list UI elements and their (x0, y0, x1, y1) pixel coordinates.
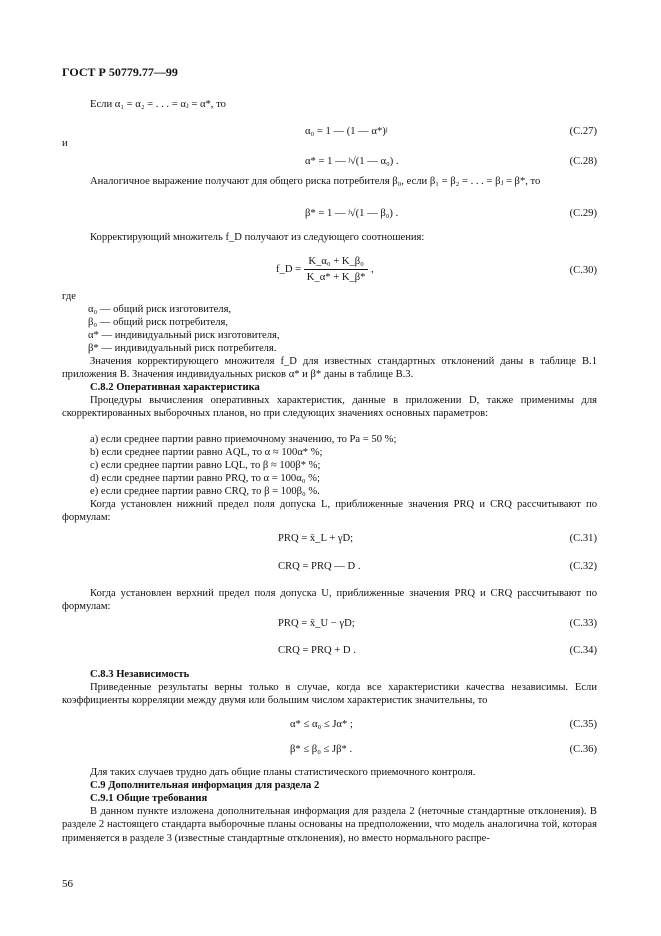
equation-number: (С.27) (569, 126, 597, 137)
equation: PRQ = x̄_L + γD; (278, 533, 354, 544)
equation: CRQ = PRQ — D . (278, 561, 361, 572)
fraction (304, 255, 369, 285)
list-item: d) если среднее партии равно PRQ, то α = 100α₀ %; (90, 473, 320, 484)
equation-number: (С.36) (569, 744, 597, 755)
list-item: b) если среднее партии равно AQL, то α ≈ 100α* %; (90, 447, 323, 458)
document-header: ГОСТ Р 50779.77—99 (62, 65, 178, 79)
paragraph: Значения корректирующего множителя f_D для известных стандартных отклонений даны в таблице В.1 приложения В. Значения индивидуальных рисков α* и β* даны в таблице В.3. (62, 356, 597, 381)
section-heading: С.8.3 Независимость (90, 669, 190, 680)
text-line: Если α₁ = α₂ = . . . = αⱼ = α*, то (90, 99, 226, 110)
equation: α* ≤ α₀ ≤ Jα* ; (290, 719, 353, 730)
equation-number: (С.31) (569, 533, 597, 544)
equation-tail: , (371, 264, 374, 276)
page-number: 56 (62, 878, 73, 890)
paragraph: Когда установлен верхний предел поля допуска U, приближенные значения PRQ и CRQ рассчитывают по формулам: (62, 588, 597, 613)
equation-lhs: f_D = (276, 264, 302, 276)
definition-item: β* — индивидуальный риск потребителя. (88, 343, 277, 354)
equation: β* ≤ β₀ ≤ Jβ* . (290, 744, 353, 755)
fraction-numerator: K_α₀ + K_β₀ (304, 255, 369, 270)
list-item: а) если среднее партии равно приемочному значению, то Pa = 50 %; (90, 434, 397, 445)
text-line: Корректирующий множитель f_D получают из следующего соотношения: (90, 232, 425, 243)
paragraph: Приведенные результаты верны только в случае, когда все характеристики качества независимы. Если коэффициенты корреляции между двумя или большим числом характеристик значительны, то (62, 682, 597, 707)
section-heading: С.9 Дополнительная информация для раздела 2 (90, 780, 320, 791)
paragraph: Для таких случаев трудно дать общие планы статистического приемочного контроля. (90, 767, 476, 778)
section-heading: С.9.1 Общие требования (90, 793, 208, 804)
definition-item: β₀ — общий риск потребителя, (88, 317, 229, 328)
equation: α₀ = 1 — (1 — α*)ʲ (305, 126, 388, 137)
equation-number: (С.33) (569, 618, 597, 629)
equation-number: (С.30) (569, 265, 597, 276)
list-item: c) если среднее партии равно LQL, то β ≈ 100β* %; (90, 460, 321, 471)
paragraph: Когда установлен нижний предел поля допуска L, приближенные значения PRQ и CRQ рассчитывают по формулам: (62, 499, 597, 524)
section-heading: С.8.2 Оперативная характеристика (90, 382, 260, 393)
equation: CRQ = PRQ + D . (278, 645, 356, 656)
fraction-denominator: K_α* + K_β* (306, 272, 366, 284)
text-line: и (62, 138, 68, 149)
equation-number: (С.35) (569, 719, 597, 730)
definition-item: α* — индивидуальный риск изготовителя, (88, 330, 280, 341)
equation: β* = 1 — ʲ√(1 — β₀) . (305, 208, 399, 219)
equation-number: (С.32) (569, 561, 597, 572)
paragraph: В данном пункте изложена дополнительная информация для раздела 2 (неточные стандартные отклонения). В разделе 2 настоящего стандарта выборочные планы основаны на предположении, что модель аналогична той, которая применяется в разделе 3 (известные стандартные отклонения), но вместо нормального распре- (62, 806, 597, 844)
definition-item: α₀ — общий риск изготовителя, (88, 304, 232, 315)
equation: PRQ = x̄_U − γD; (278, 618, 355, 629)
list-item: e) если среднее партии равно CRQ, то β = 100β₀ %. (90, 486, 320, 497)
equation-number: (С.34) (569, 645, 597, 656)
text-line: где (62, 291, 76, 302)
text-line: Аналогичное выражение получают для общего риска потребителя β₀, если β₁ = β₂ = . . . = βⱼ = β*, то (90, 176, 541, 187)
paragraph: Процедуры вычисления оперативных характеристик, данные в приложении D, также применимы для скорректированных выборочных планов, но при следующих значениях основных параметров: (62, 395, 597, 420)
equation-number: (С.28) (569, 156, 597, 167)
equation-number: (С.29) (569, 208, 597, 219)
equation: α* = 1 — ʲ√(1 — α₀) . (305, 156, 399, 167)
equation-c30 (276, 255, 374, 285)
